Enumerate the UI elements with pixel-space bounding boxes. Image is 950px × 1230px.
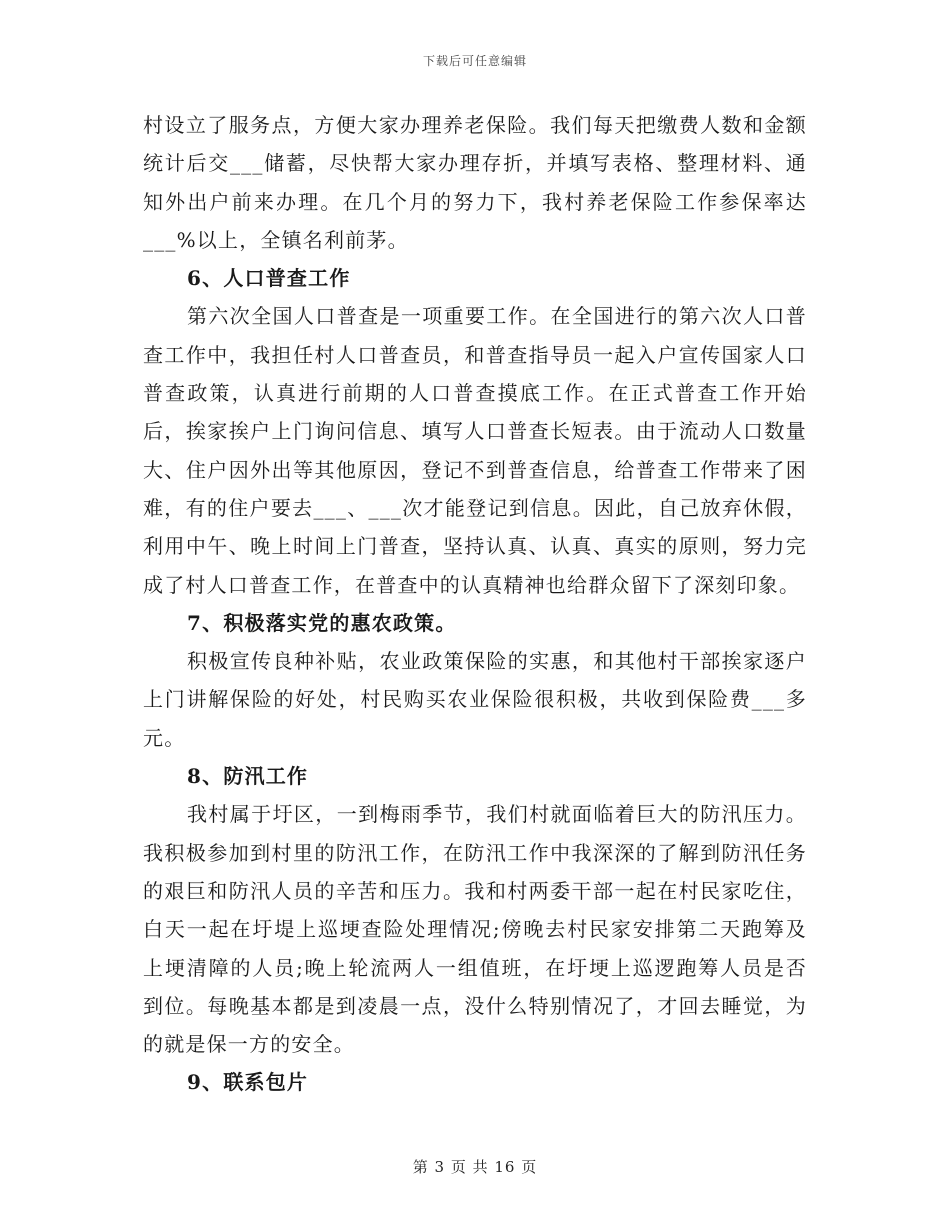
- paragraph-flood-control: 我村属于圩区，一到梅雨季节，我们村就面临着巨大的防汛压力。我积极参加到村里的防汛工作，在防汛工作中我深深的了解到防汛任务的艰巨和防汛人员的辛苦和压力。我和村两委干部一起在村民家吃住，白天一起在圩堤上巡埂查险处理情况;傍晚去村民家安排第二天跑筹及上埂清障的人员;晚上轮流两人一组值班，在圩埂上巡逻跑筹人员是否到位。每晚基本都是到凌晨一点，没什么特别情况了，才回去睡觉，为的就是保一方的安全。: [143, 802, 807, 1057]
- paragraph-agri-policy: 积极宣传良种补贴，农业政策保险的实惠，和其他村干部挨家逐户上门讲解保险的好处，村民购买农业保险很积极，共收到保险费___多元。: [143, 649, 807, 750]
- paragraph-pension-continued: 村设立了服务点，方便大家办理养老保险。我们每天把缴费人数和金额统计后交___储蓄，尽快帮大家办理存折，并填写表格、整理材料、通知外出户前来办理。在几个月的努力下，我村养老保险工作参保率达___%以上，全镇名利前茅。: [143, 113, 807, 252]
- paragraph-census: 第六次全国人口普查是一项重要工作。在全国进行的第六次人口普查工作中，我担任村人口普查员，和普查指导员一起入户宣传国家人口普查政策，认真进行前期的人口普查摸底工作。在正式普查工作开始后，挨家挨户上门询问信息、填写人口普查长短表。由于流动人口数量大、住户因外出等其他原因，登记不到普查信息，给普查工作带来了困难，有的住户要去___、___次才能登记到信息。因此，自己放弃休假，利用中午、晚上时间上门普查，坚持认真、认真、真实的原则，努力完成了村人口普查工作，在普查中的认真精神也给群众留下了深刻印象。: [143, 304, 807, 597]
- document-body: [143, 106, 807, 1102]
- section-heading-flood-control: 8、防汛工作: [187, 764, 309, 789]
- section-heading-census: 6、人口普查工作: [187, 266, 351, 291]
- section-heading-agri-policy: 7、积极落实党的惠农政策。: [187, 610, 457, 635]
- page-number-footer: 第 3 页 共 16 页: [412, 1158, 538, 1176]
- page-header: 下载后可任意编辑: [422, 54, 527, 68]
- section-heading-contact-area: 9、联系包片: [187, 1070, 309, 1095]
